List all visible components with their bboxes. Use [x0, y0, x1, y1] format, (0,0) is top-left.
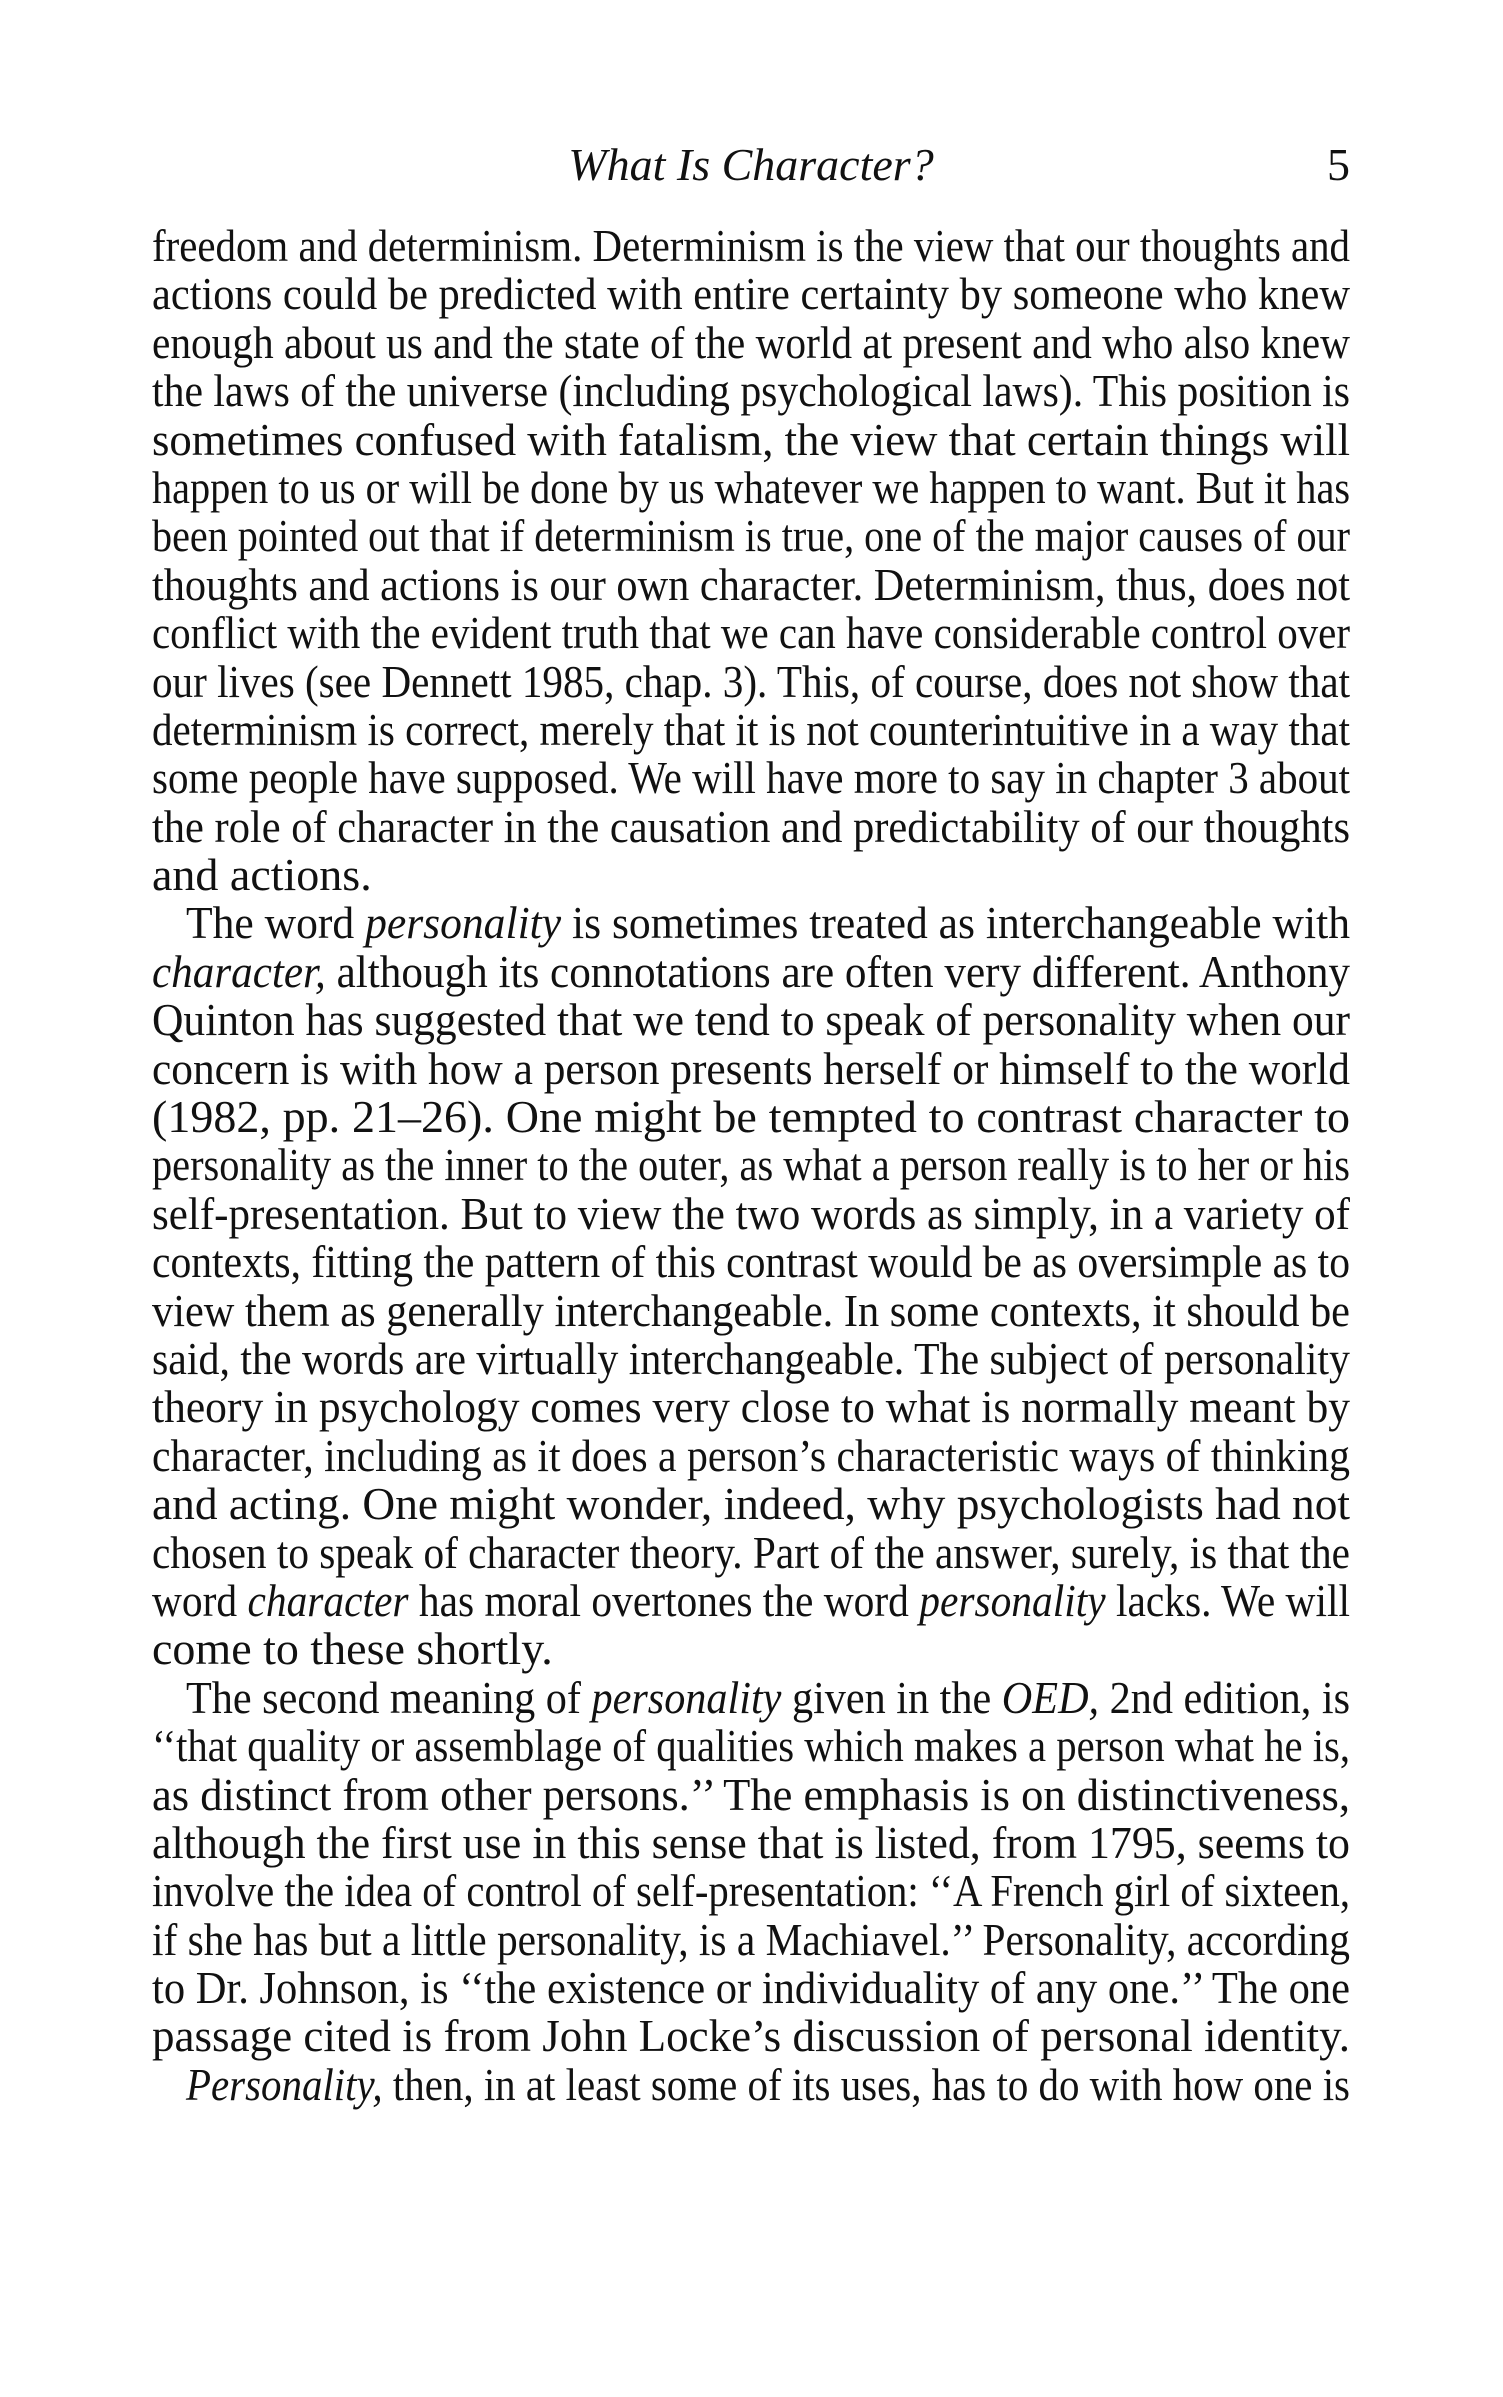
text-line: [152, 1816, 1350, 1868]
text-line: [152, 1526, 1350, 1578]
line-content: [152, 1429, 1350, 1481]
text-span: lacks. We will: [1105, 1574, 1350, 1626]
text-span: The word: [186, 897, 366, 949]
italic-text: OED,: [1001, 1671, 1100, 1723]
line-content: [152, 558, 1350, 610]
text-line: [152, 1867, 1350, 1915]
text-line: [152, 2058, 1350, 2110]
text-line: [152, 1574, 1350, 1626]
text-line: [152, 1332, 1350, 1384]
text-span: and actions.: [152, 849, 372, 901]
text-line: [152, 1964, 1350, 2012]
line-content: [152, 1383, 1350, 1431]
text-line: [152, 413, 1350, 465]
body-text: [152, 222, 1350, 2109]
line-content: [152, 996, 1350, 1044]
text-span: sometimes confused with fatalism, the view that certain things will: [152, 413, 1350, 465]
text-span: enough about us and the state of the world at present and who also knew: [152, 316, 1350, 368]
line-content: [152, 461, 1350, 513]
text-span: said, the words are virtually interchangeable. The subject of personality: [152, 1332, 1350, 1384]
page-number: 5: [1327, 139, 1350, 190]
text-span: chosen to speak of character theory. Part of the answer, surely, is that the: [152, 1526, 1350, 1578]
text-span: actions could be predicted with entire certainty by someone who knew: [152, 268, 1350, 320]
text-span: passage cited is from John Locke’s discussion of personal identity.: [152, 2010, 1350, 2062]
text-line: [152, 996, 1350, 1044]
text-span: (1982, pp. 21–26). One might be tempted to contrast character to: [152, 1091, 1350, 1143]
text-span: personality as the inner to the outer, as what a person really is to her or his: [152, 1139, 1350, 1191]
line-content: [152, 800, 1350, 852]
text-line: [152, 1187, 1350, 1239]
text-span: come to these shortly.: [152, 1623, 553, 1675]
text-line: [152, 461, 1350, 513]
text-span: given in the: [781, 1671, 1002, 1723]
text-span: freedom and determinism. Determinism is the view that our thoughts and: [152, 220, 1350, 271]
text-line: [152, 367, 1350, 415]
line-content: [186, 899, 1350, 947]
text-line: [152, 1722, 1350, 1770]
text-line: [152, 609, 1350, 657]
text-span: conflict with the evident truth that we can have considerable control over: [152, 607, 1350, 659]
line-content: [152, 316, 1350, 368]
text-line: [152, 945, 1350, 997]
text-span: as distinct from other persons.’’ The emphasis is on distinctiveness,: [152, 1768, 1350, 1820]
text-span: view them as generally interchangeable. In some contexts, it should be: [152, 1284, 1350, 1336]
text-line: [152, 703, 1350, 755]
line-content: [186, 1671, 1350, 1723]
text-span: word: [152, 1574, 248, 1626]
italic-text: Personality,: [186, 2058, 383, 2110]
text-span: the laws of the universe (including psychological laws). This position is: [152, 365, 1350, 417]
text-line: [152, 512, 1350, 560]
italic-text: character: [247, 1574, 409, 1626]
text-span: character, including as it does a person’s characteristic ways of thinking: [152, 1429, 1350, 1481]
text-line: [152, 558, 1350, 610]
line-content: [152, 1816, 1350, 1868]
line-content: [152, 1042, 1350, 1094]
text-span: is sometimes treated as interchangeable with: [561, 897, 1350, 949]
text-line: [152, 655, 1350, 707]
text-span: determinism is correct, merely that it is not counterintuitive in a way that: [152, 703, 1350, 755]
text-span: has moral overtones the word: [408, 1574, 920, 1626]
text-line: [152, 1042, 1350, 1094]
text-line: [152, 316, 1350, 368]
line-content: [152, 222, 1350, 270]
line-content: [152, 1480, 1350, 1528]
line-content: [152, 1913, 1350, 1965]
line-content: [152, 270, 1350, 318]
line-content: [152, 1574, 1350, 1626]
text-line: [152, 1141, 1350, 1189]
line-content: [152, 1526, 1350, 1578]
text-span: some people have supposed. We will have more to say in chapter 3 about: [152, 752, 1350, 804]
text-span: thoughts and actions is our own character. Determinism, thus, does not: [152, 558, 1350, 610]
line-content: [152, 1332, 1350, 1384]
text-line: [152, 2012, 1350, 2060]
text-span: if she has but a little personality, is a Machiavel.’’ Personality, according: [152, 1913, 1350, 1965]
text-span: self-presentation. But to view the two words as simply, in a variety of: [152, 1187, 1350, 1239]
text-line: [152, 1913, 1350, 1965]
text-line: [152, 1671, 1350, 1723]
text-span: happen to us or will be done by us whatever we happen to want. But it has: [152, 461, 1350, 513]
text-line: [152, 1625, 1350, 1673]
paragraph: [152, 222, 1350, 899]
text-span: Quinton has suggested that we tend to speak of personality when our: [152, 994, 1350, 1046]
paragraph: [152, 1671, 1350, 2062]
line-content: [152, 512, 1350, 560]
paragraph: [152, 2058, 1350, 2110]
text-span: ‘‘that quality or assemblage of qualities which makes a person what he is,: [152, 1720, 1350, 1772]
line-content: [152, 413, 1350, 465]
italic-text: character,: [152, 945, 326, 997]
text-line: [152, 754, 1350, 802]
line-content: [152, 1187, 1350, 1239]
line-content: [152, 1722, 1350, 1770]
line-content: [152, 1768, 1350, 1820]
line-content: [152, 1625, 553, 1673]
line-content: [152, 1238, 1350, 1286]
text-span: although the first use in this sense that is listed, from 1795, seems to: [152, 1816, 1350, 1868]
text-line: [152, 1768, 1350, 1820]
text-span: 2nd edition, is: [1099, 1671, 1350, 1723]
paragraph: [152, 899, 1350, 1673]
line-content: [152, 1093, 1350, 1141]
text-line: [152, 1284, 1350, 1336]
text-span: although its connotations are often very different. Anthony: [325, 945, 1350, 997]
text-span: our lives (see Dennett 1985, chap. 3). This, of course, does not show that: [152, 655, 1350, 707]
text-line: [152, 222, 1350, 270]
text-line: [152, 800, 1350, 852]
text-span: The second meaning of: [186, 1671, 592, 1723]
text-line: [152, 1093, 1350, 1141]
line-content: [186, 2058, 1350, 2110]
text-span: involve the idea of control of self-presentation: ‘‘A French girl of sixteen,: [152, 1865, 1350, 1917]
text-line: [152, 1480, 1350, 1528]
text-span: and acting. One might wonder, indeed, why psychologists had not: [152, 1478, 1350, 1530]
italic-text: personality: [365, 897, 562, 949]
text-line: [152, 1238, 1350, 1286]
text-line: [152, 899, 1350, 947]
line-content: [152, 609, 1350, 657]
line-content: [152, 851, 372, 899]
text-span: concern is with how a person presents herself or himself to the world: [152, 1042, 1350, 1094]
text-span: then, in at least some of its uses, has to do with how one is: [382, 2058, 1350, 2110]
line-content: [152, 2012, 1350, 2060]
text-span: been pointed out that if determinism is true, one of the major causes of our: [152, 510, 1350, 562]
line-content: [152, 655, 1350, 707]
text-line: [152, 851, 1350, 899]
text-span: the role of character in the causation and predictability of our thoughts: [152, 800, 1350, 852]
italic-text: personality: [919, 1574, 1106, 1626]
italic-text: personality: [591, 1671, 782, 1723]
text-line: [152, 270, 1350, 318]
running-header: [152, 138, 1350, 188]
line-content: [152, 1141, 1350, 1189]
line-content: [152, 367, 1350, 415]
line-content: [152, 945, 1350, 997]
line-content: [152, 703, 1350, 755]
line-content: [152, 1964, 1350, 2012]
line-content: [152, 754, 1350, 802]
line-content: [152, 1284, 1350, 1336]
text-span: to Dr. Johnson, is ‘‘the existence or individuality of any one.’’ The one: [152, 1962, 1350, 2014]
text-span: contexts, fitting the pattern of this contrast would be as oversimple as to: [152, 1236, 1350, 1288]
text-line: [152, 1383, 1350, 1431]
text-line: [152, 1429, 1350, 1481]
running-title: What Is Character?: [568, 139, 934, 190]
line-content: [152, 1867, 1350, 1915]
text-span: theory in psychology comes very close to what is normally meant by: [152, 1381, 1350, 1433]
